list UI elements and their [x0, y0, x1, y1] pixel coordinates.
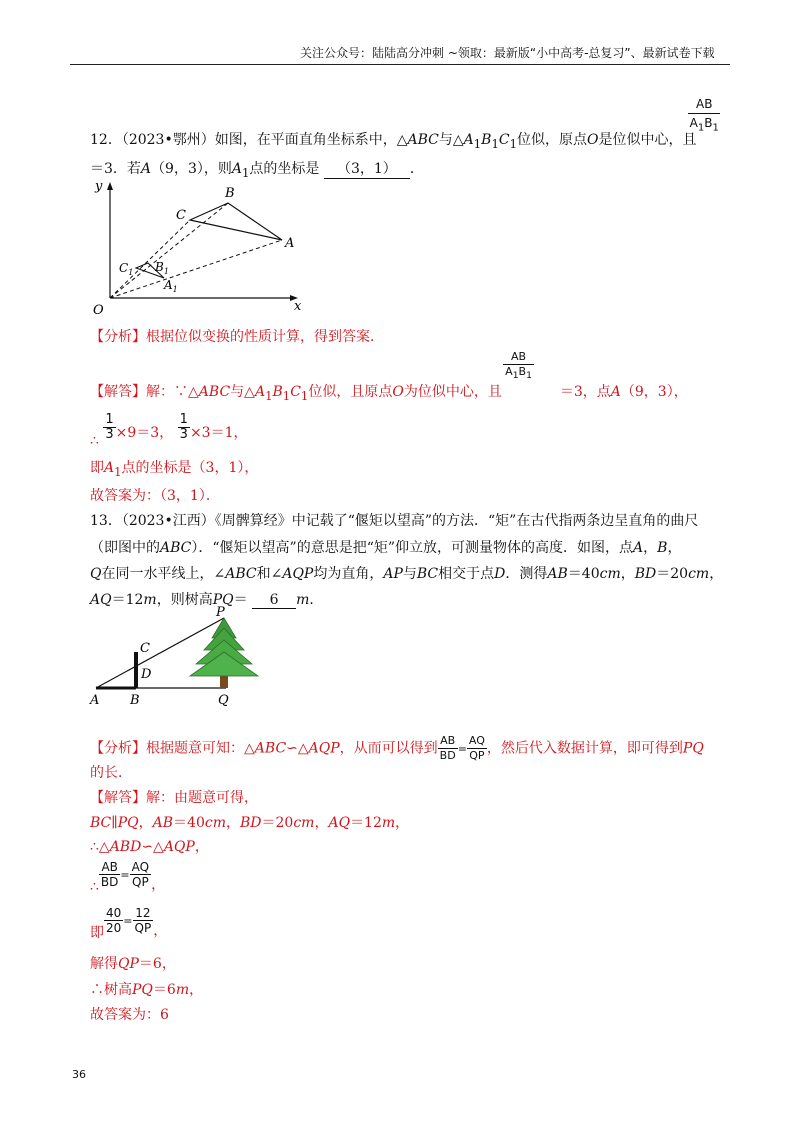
- q13-stem-line3: Q在同一水平线上，∠ABC和∠AQP均为直角，AP与BC相交于点D．测得AB＝40cm，BD＝20cm，: [90, 566, 724, 582]
- q12-solution-fraction: AB $A_1B_1$: [503, 350, 534, 381]
- q12-stem-line1: 12．（2023•鄂州）如图，在平面直角坐标系中，△ABC与$\triangle A_1B_1C_1$位似，原点O是位似中心，且: [90, 132, 697, 151]
- q12-solution-line3: 即$A_1$点的坐标是（3，1），: [90, 460, 259, 479]
- q13-answer-blank: 6: [252, 592, 296, 609]
- dash-OC: [110, 220, 190, 298]
- q13-solution-line3: ∴△ABD∽△AQP，: [90, 839, 209, 855]
- q13-solution-line4: ∴ $\frac{AB}{BD}$ = $\frac{AQ}{QP}$ ，: [90, 860, 166, 895]
- label-A1: $A_1$: [164, 278, 178, 294]
- q12-ratio-numerator: AB: [688, 97, 720, 114]
- q13-solution-line7: ∴树高PQ＝6m，: [90, 982, 204, 998]
- ratio-AB-BD-2: $\frac{AB}{BD}$: [100, 860, 119, 889]
- label-B1: $B_1$: [155, 260, 169, 276]
- q12-solution-line2: ∴ $\frac{1}{3}$ ×9＝3， $\frac{1}{3}$ ×3＝1，: [90, 412, 248, 449]
- label-y: y: [95, 179, 103, 194]
- q12-stem-line2: ＝3．若A（9，3），则$A_1$点的坐标是 （3，1） ．: [90, 158, 424, 180]
- label-B: B: [225, 186, 235, 201]
- q12-ratio-fraction: [688, 97, 720, 133]
- y-axis-arrow: [107, 182, 113, 190]
- q13-stem-line4: AQ＝12m，则树高PQ＝ 6 m．: [90, 592, 324, 608]
- label-x: x: [294, 299, 302, 314]
- ratio-AQ-QP-2: $\frac{AQ}{QP}$: [131, 860, 150, 889]
- q12-ratio-denominator: $A_1B_1$: [689, 116, 719, 134]
- label-C1: $C_1$: [119, 261, 134, 277]
- dash-OA: [110, 240, 282, 298]
- q13-solution-line1: 【解答】解：由题意可得，: [90, 790, 258, 806]
- q13-tree-figure: [86, 604, 266, 712]
- analysis-tag: 【分析】: [90, 329, 146, 345]
- q12-answer-blank: （3，1）: [324, 158, 410, 179]
- page-header: 关注公众号：陆陆高分冲刺 ~领取：最新版“小中高考-总复习”、最新试卷下载: [300, 46, 715, 60]
- label-C: C: [176, 208, 186, 223]
- q13-analysis-line1: 【分析】根据题意可知：△ABC∽△AQP，从而可以得到 $\frac{AB}{BD}$ = $\frac{AQ}{QP}$ ，然后代入数据计算，即可得到PQ: [90, 734, 704, 762]
- label-C: C: [140, 641, 150, 656]
- triangle-ABC: [190, 203, 282, 240]
- q13-stem-line2: （即图中的ABC）．“偃矩以望高”的意思是把“矩”仰立放，可测量物体的高度．如图，点A，B，: [90, 540, 682, 556]
- label-Q: Q: [218, 693, 229, 708]
- ratio-12-QP: $\frac{12}{QP}$: [134, 906, 152, 935]
- page-number: 36: [72, 1068, 86, 1081]
- ratio-40-20: $\frac{40}{20}$: [106, 906, 122, 935]
- label-O: O: [93, 303, 104, 318]
- q13-solution-line5: 即 $\frac{40}{20}$ = $\frac{12}{QP}$ ，: [90, 906, 168, 941]
- fraction-one-third-a: $\frac{1}{3}$: [105, 412, 114, 442]
- q12-solution-line4: 故答案为：（3，1）．: [90, 488, 220, 504]
- q12-solution-line1: 【解答】解：∵△ABC与$\triangle A_1B_1C_1$位似，且原点O为位似中心，且 ＝3，点A（9，3），: [90, 384, 688, 403]
- q12-analysis: 【分析】根据位似变换的性质计算，得到答案．: [90, 329, 384, 345]
- label-P: P: [216, 605, 225, 620]
- header-rule: [70, 64, 730, 65]
- label-A: A: [90, 693, 100, 708]
- label-B: B: [130, 693, 140, 708]
- label-D: D: [141, 667, 152, 682]
- line-AP: [96, 618, 224, 688]
- q13-solution-line6: 解得QP＝6，: [90, 956, 176, 972]
- label-A: A: [285, 236, 295, 251]
- q13-solution-line8: 故答案为：6: [90, 1007, 169, 1023]
- q13-analysis-line2: 的长．: [90, 765, 132, 781]
- ratio-AB-BD: $\frac{AB}{BD}$: [439, 734, 456, 762]
- q12-coordinate-figure: [88, 178, 308, 322]
- fraction-one-third-b: $\frac{1}{3}$: [179, 412, 188, 442]
- q13-stem-line1: 13．（2023•江西）《周髀算经》中记载了“偃矩以望高”的方法．“矩”在古代指两条边呈直角的曲尺: [90, 513, 699, 529]
- q13-solution-line2: BC∥PQ，AB＝40cm，BD＝20cm，AQ＝12m，: [90, 815, 410, 831]
- ratio-AQ-QP: $\frac{AQ}{QP}$: [468, 734, 485, 762]
